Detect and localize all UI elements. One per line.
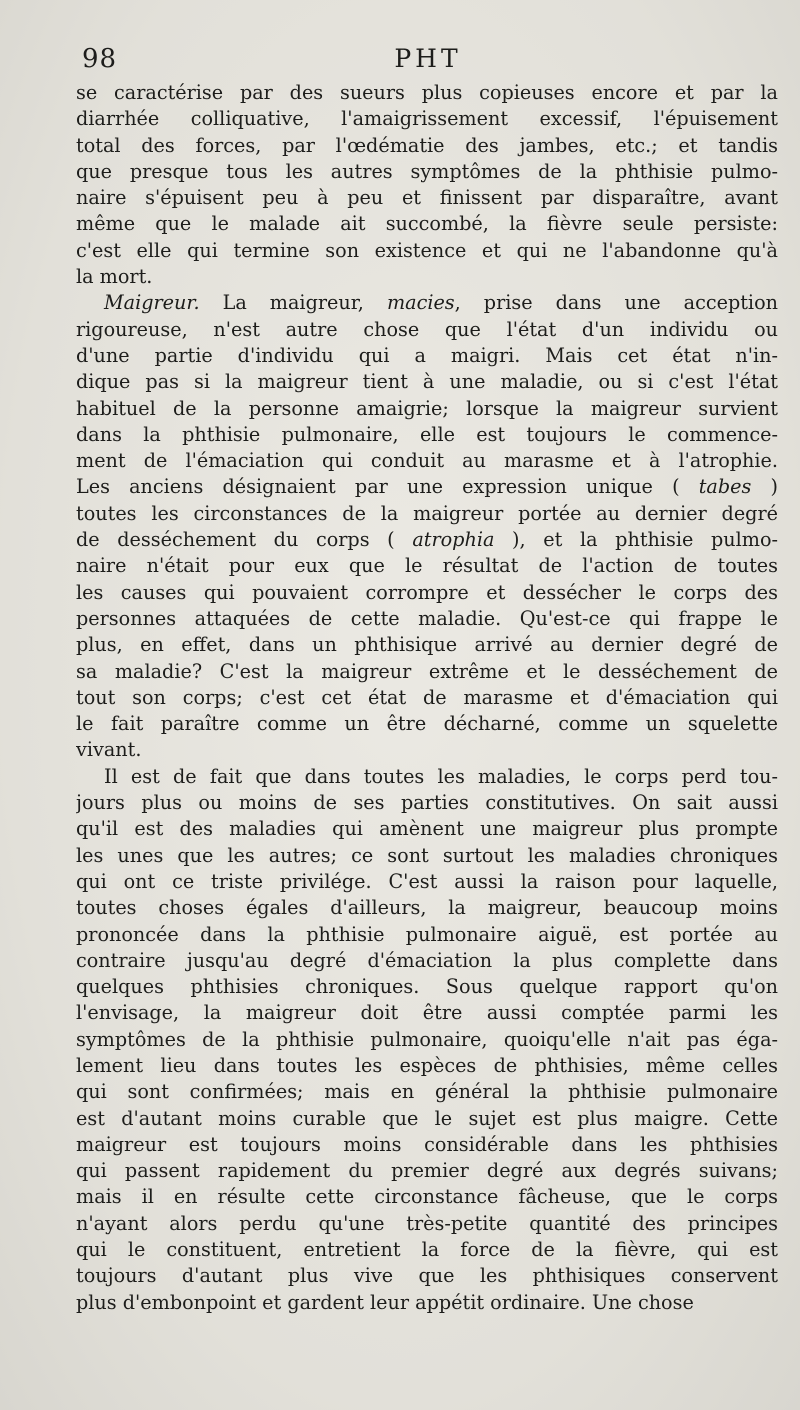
text-line: la mort. <box>76 265 153 289</box>
text-line: qui sont confirmées; mais en général la phthisie pulmonaire <box>76 1080 778 1104</box>
text-line: symptômes de la phthisie pulmonaire, quoiqu'elle n'ait pas éga- <box>76 1027 778 1051</box>
text-line: contraire jusqu'au degré d'émaciation la plus complette dans <box>76 948 778 972</box>
text-line: plus d'embonpoint et gardent leur appétit ordinaire. Une chose <box>76 1290 694 1314</box>
text-line: toujours d'autant plus vive que les phthisiques conservent <box>76 1264 778 1288</box>
text-line: naire s'épuisent peu à peu et finissent par disparaître, avant <box>76 186 778 210</box>
text-line: dans la phthisie pulmonaire, elle est toujours le commence- <box>76 422 778 446</box>
text-line: sa maladie? C'est la maigreur extrême et le desséchement de <box>76 659 778 683</box>
text-line: lement lieu dans toutes les espèces de phthisies, même celles <box>76 1053 778 1077</box>
paragraph <box>76 764 778 1316</box>
paragraph <box>76 80 778 290</box>
text-line: n'ayant alors perdu qu'une très-petite quantité des principes <box>76 1211 778 1235</box>
page-number: 98 <box>82 44 118 74</box>
text-line: maigreur est toujours moins considérable dans les phthisies <box>76 1132 778 1156</box>
text-line: les unes que les autres; ce sont surtout les maladies chroniques <box>76 843 778 867</box>
running-head: PHT <box>394 44 462 73</box>
text-line: toutes les circonstances de la maigreur portée au dernier degré <box>76 501 778 525</box>
text-line: mais il en résulte cette circonstance fâcheuse, que le corps <box>76 1185 778 1209</box>
paragraph <box>76 290 778 763</box>
text-line: total des forces, par l'œdématie des jambes, etc.; et tandis <box>76 133 778 157</box>
text-line: qui ont ce triste privilége. C'est aussi la raison pour laquelle, <box>76 869 778 893</box>
page-header <box>78 44 778 80</box>
text-line: d'une partie d'individu qui a maigri. Mais cet état n'in- <box>76 343 778 367</box>
text-line: plus, en effet, dans un phthisique arrivé au dernier degré de <box>76 633 778 657</box>
text-line: rigoureuse, n'est autre chose que l'état d'un individu ou <box>76 317 778 341</box>
text-line: toutes choses égales d'ailleurs, la maigreur, beaucoup moins <box>76 896 778 920</box>
text-line: qui le constituent, entretient la force de la fièvre, qui est <box>76 1238 778 1262</box>
text-line: est d'autant moins curable que le sujet est plus maigre. Cette <box>76 1106 778 1130</box>
text-line: de desséchement du corps ( atrophia ), et la phthisie pulmo- <box>76 528 778 552</box>
text-line: naire n'était pour eux que le résultat de l'action de toutes <box>76 554 778 578</box>
text-line: se caractérise par des sueurs plus copieuses encore et par la <box>76 81 778 104</box>
text-line: personnes attaquées de cette maladie. Qu'est-ce qui frappe le <box>76 606 778 630</box>
text-line: diarrhée colliquative, l'amaigrissement excessif, l'épuisement <box>76 107 778 131</box>
text-line: prononcée dans la phthisie pulmonaire aiguë, est portée au <box>76 922 778 946</box>
text-line: habituel de la personne amaigrie; lorsque la maigreur survient <box>76 396 778 420</box>
text-line: que presque tous les autres symptômes de la phthisie pulmo- <box>76 159 778 183</box>
text-line: le fait paraître comme un être décharné, comme un squelette <box>76 712 778 736</box>
text-line: même que le malade ait succombé, la fièvre seule persiste: <box>76 212 778 236</box>
body-text <box>76 80 778 1316</box>
text-line: Maigreur. La maigreur, macies, prise dans une acception <box>104 291 778 315</box>
text-line: qui passent rapidement du premier degré aux degrés suivans; <box>76 1159 778 1183</box>
text-line: Les anciens désignaient par une expression unique ( tabes ) <box>76 475 778 499</box>
text-line: dique pas si la maigreur tient à une maladie, ou si c'est l'état <box>76 370 778 394</box>
text-line: qu'il est des maladies qui amènent une maigreur plus prompte <box>76 817 778 841</box>
text-line: l'envisage, la maigreur doit être aussi comptée parmi les <box>76 1001 778 1025</box>
text-line: vivant. <box>76 738 142 762</box>
text-line: tout son corps; c'est cet état de marasme et d'émaciation qui <box>76 685 778 709</box>
text-line: ment de l'émaciation qui conduit au marasme et à l'atrophie. <box>76 449 778 473</box>
text-line: c'est elle qui termine son existence et qui ne l'abandonne qu'à <box>76 238 778 262</box>
text-line: jours plus ou moins de ses parties constitutives. On sait aussi <box>76 791 778 815</box>
text-line: les causes qui pouvaient corrompre et dessécher le corps des <box>76 580 778 604</box>
text-line: Il est de fait que dans toutes les maladies, le corps perd tou- <box>104 764 778 788</box>
text-line: quelques phthisies chroniques. Sous quelque rapport qu'on <box>76 975 778 999</box>
